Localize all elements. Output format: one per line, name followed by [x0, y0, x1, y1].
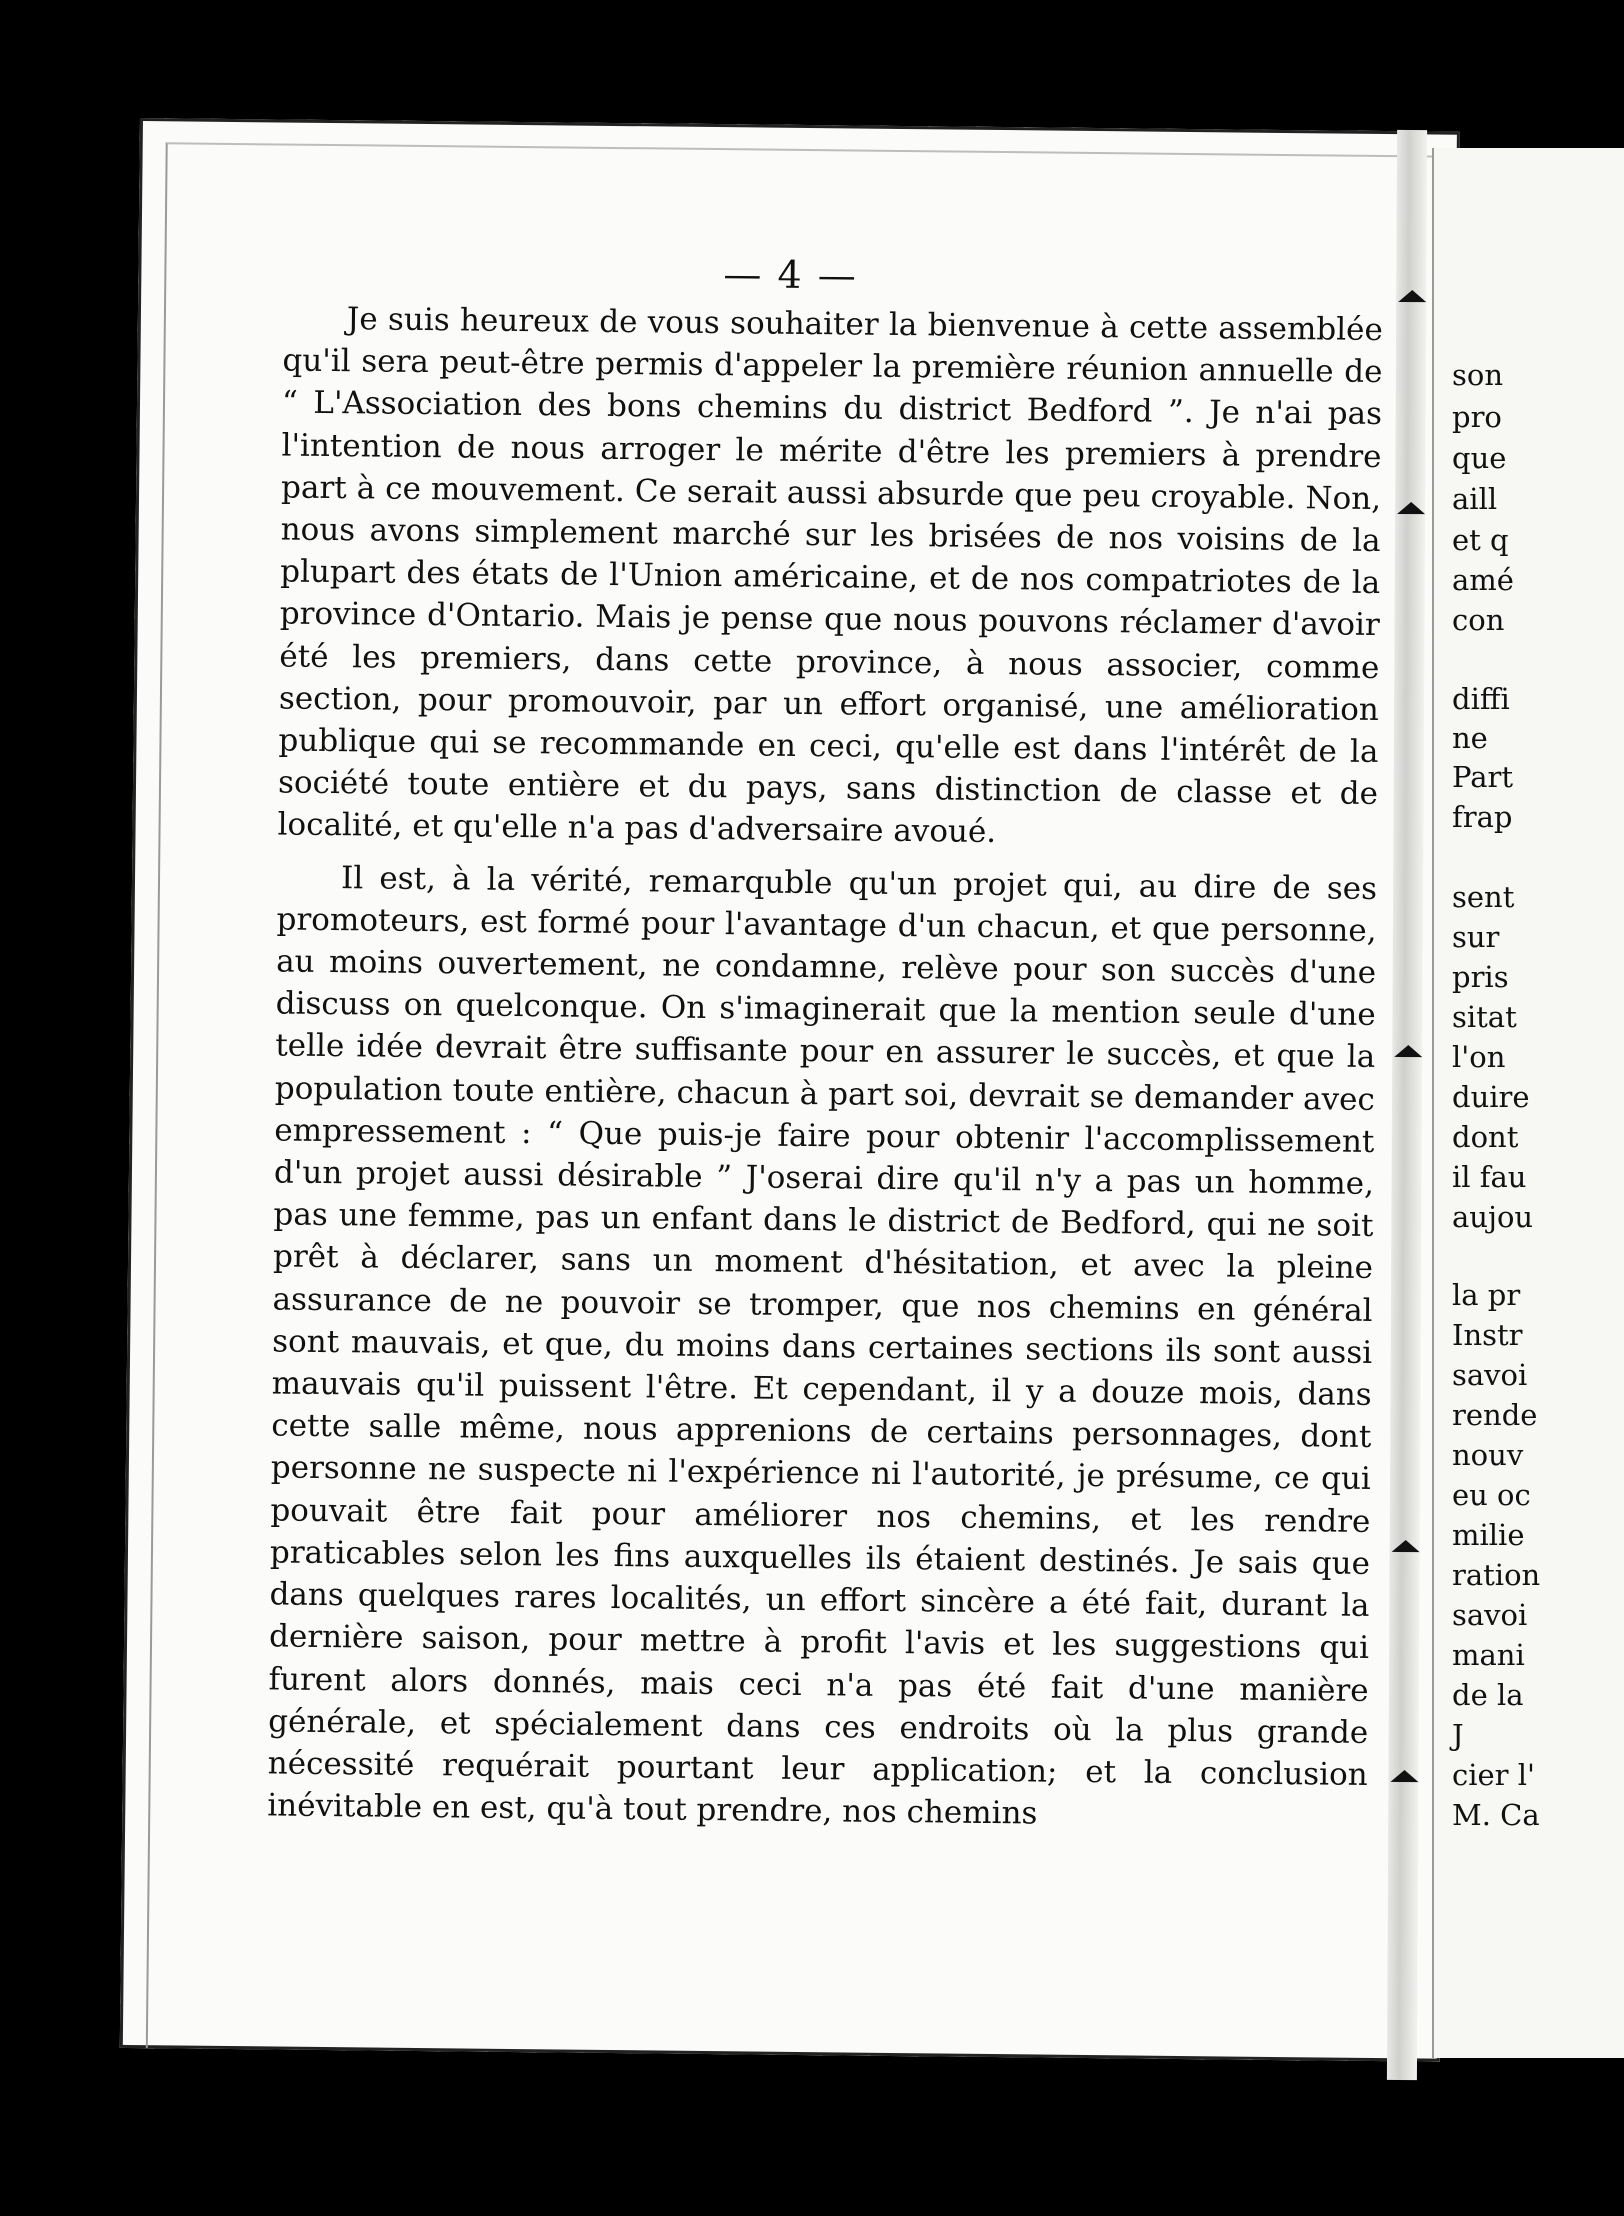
left-page: [120, 118, 1460, 2062]
right-page-line: diffi: [1452, 682, 1510, 716]
binding-mark-icon: [1392, 1540, 1420, 1552]
right-page-line: sur: [1452, 920, 1500, 954]
right-page-line: dont: [1452, 1120, 1519, 1154]
right-page-line: et q: [1452, 523, 1509, 557]
right-page-line: cier l': [1452, 1758, 1536, 1792]
right-page-line: rende: [1452, 1398, 1538, 1432]
right-page-line: mani: [1452, 1638, 1525, 1672]
binding-mark-icon: [1390, 1770, 1418, 1782]
right-page-line: Part: [1452, 760, 1514, 794]
right-page-line: J: [1452, 1718, 1464, 1752]
right-page-line: savoi: [1452, 1358, 1528, 1392]
right-page-line: il fau: [1452, 1160, 1527, 1194]
right-page-line: pro: [1452, 400, 1502, 434]
right-page-line: la pr: [1452, 1278, 1521, 1312]
right-page-line: milie: [1452, 1518, 1525, 1552]
right-page-line: de la: [1452, 1678, 1524, 1712]
right-page-line: savoi: [1452, 1598, 1528, 1632]
right-page-line: aill: [1452, 482, 1498, 516]
right-page-line: sent: [1452, 880, 1515, 914]
right-page-line: pris: [1452, 960, 1509, 994]
paragraph-1: Je suis heureux de vous souhaiter la bienvenue à cette assemblée qu'il sera peut-être permis d'appeler la première réunion annuelle de “ L'Association des bons chemins du district Bedford ”. Je n'ai pas l'intention de nous arroger le mérite d'être les premiers à prendre part à ce mouvement. Ce serait aussi absurde que peu croyable. Non, nous avons simplement marché sur les brisées de nos voisins de la plupart des états de l'Union américaine, et de nos compatriotes de la province d'Ontario. Mais je pense que nous pouvons réclamer d'avoir été les premiers, dans cette province, à nous associer, comme section, pour promouvoir, par un effort organisé, une amélioration publique qui se recommande en ceci, qu'elle est dans l'intérêt de la société toute entière et du pays, sans distinction de classe et de localité, et qu'elle n'a pas d'adversaire avoué.: [277, 301, 1384, 851]
right-page-line: aujou: [1452, 1200, 1534, 1234]
right-page-line: ration: [1452, 1558, 1541, 1592]
page-number: — 4 —: [723, 252, 858, 298]
right-page-line: con: [1452, 603, 1505, 637]
right-page-line: amé: [1452, 563, 1514, 597]
right-page-line: son: [1452, 358, 1504, 392]
binding-mark-icon: [1398, 290, 1426, 302]
binding-mark-icon: [1394, 1045, 1422, 1057]
binding-mark-icon: [1397, 502, 1425, 514]
right-page-line: duire: [1452, 1080, 1530, 1114]
right-page-line: nouv: [1452, 1438, 1524, 1472]
right-page-line: ne: [1452, 721, 1488, 755]
right-page-line: que: [1452, 441, 1507, 475]
right-page-line: l'on: [1452, 1040, 1506, 1074]
right-page-line: frap: [1452, 800, 1513, 834]
right-page-line: sitat: [1452, 1000, 1517, 1034]
paragraph-2: Il est, à la vérité, remarquble qu'un projet qui, au dire de ses promoteurs, est formé pour l'avantage d'un chacun, et que personne, au moins ouvertement, ne condamne, relève pour son succès d'une discuss on quelconque. On s'imaginerait que la mention seule d'une telle idée devrait être suffisante pour en assurer le succès, et que la population toute entière, chacun à part soi, devrait se demander avec empressement : “ Que puis-je faire pour obtenir l'accomplissement d'un projet aussi désirable ” J'oserai dire qu'il n'y a pas un homme, pas une femme, pas un enfant dans le district de Bedford, qui ne soit prêt à déclarer, sans un moment d'hésitation, et avec la pleine assurance de ne pouvoir se tromper, que nos chemins en général sont mauvais, et que, du moins dans certaines sections ils sont aussi mauvais qu'il puissent l'être. Et cependant, il y a douze mois, dans cette salle même, nous apprenions de certains personnages, dont personne ne suspecte ni l'expérience ni l'autorité, je présume, ce qui pouvait être fait pour améliorer nos chemins, et les rendre praticables selon les fins auxquelles ils étaient destinés. Je sais que dans quelques rares localités, un effort sincère a été fait, durant la dernière saison, pour mettre à profit l'avis et les suggestions qui furent alors donnés, mais ceci n'a pas été fait d'une manière générale, et spécialement dans ces endroits où la plus grande nécessité requérait pourtant leur application; et la conclusion inévitable en est, qu'à tout prendre, nos chemins: [267, 859, 1378, 1832]
body-text: [267, 298, 1383, 1849]
right-page-line: Instr: [1452, 1318, 1523, 1352]
right-page-fragment: [1432, 148, 1624, 2058]
right-page-line: M. Ca: [1452, 1798, 1540, 1832]
right-page-line: eu oc: [1452, 1478, 1531, 1512]
